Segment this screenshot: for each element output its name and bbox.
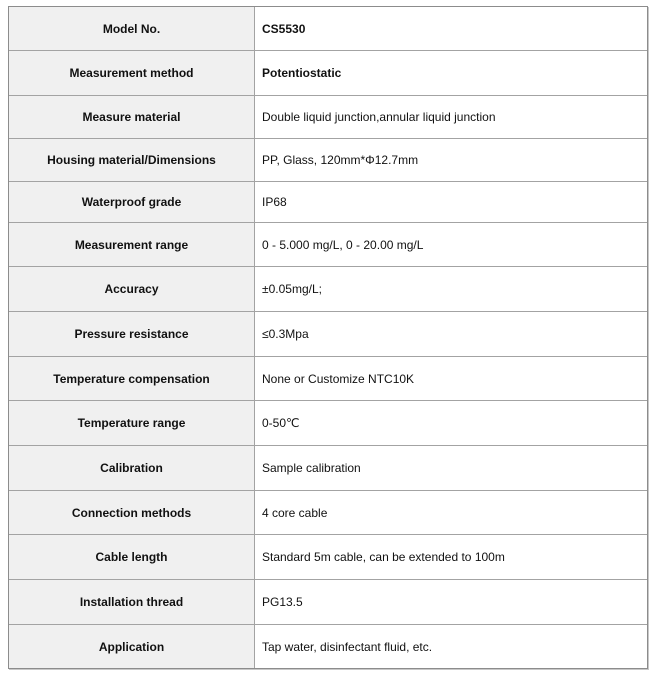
table-row-cable-length	[9, 535, 647, 580]
measure-material-label: Measure material	[9, 96, 255, 138]
measurement-range-label: Measurement range	[9, 223, 255, 266]
model-no-value: CS5530	[255, 7, 647, 50]
temperature-range-label: Temperature range	[9, 401, 255, 445]
table-row-housing-material	[9, 139, 647, 182]
installation-thread-value: PG13.5	[255, 580, 647, 624]
table-row-application	[9, 625, 647, 668]
connection-methods-label: Connection methods	[9, 491, 255, 534]
housing-material-value: PP, Glass, 120mm*Φ12.7mm	[255, 139, 647, 181]
waterproof-grade-value: IP68	[255, 182, 647, 222]
calibration-label: Calibration	[9, 446, 255, 490]
pressure-resistance-value: ≤0.3Mpa	[255, 312, 647, 356]
measurement-range-value: 0 - 5.000 mg/L, 0 - 20.00 mg/L	[255, 223, 647, 266]
table-row-measure-material	[9, 96, 647, 139]
measurement-method-value: Potentiostatic	[255, 51, 647, 95]
table-row-accuracy	[9, 267, 647, 312]
temperature-range-value: 0-50℃	[255, 401, 647, 445]
measure-material-value: Double liquid junction,annular liquid junction	[255, 96, 647, 138]
temperature-compensation-label: Temperature compensation	[9, 357, 255, 400]
pressure-resistance-label: Pressure resistance	[9, 312, 255, 356]
calibration-value: Sample calibration	[255, 446, 647, 490]
temperature-compensation-value: None or Customize NTC10K	[255, 357, 647, 400]
model-no-label: Model No.	[9, 7, 255, 50]
cable-length-label: Cable length	[9, 535, 255, 579]
application-value: Tap water, disinfectant fluid, etc.	[255, 625, 647, 668]
waterproof-grade-label: Waterproof grade	[9, 182, 255, 222]
table-row-installation-thread	[9, 580, 647, 625]
table-row-model-no	[9, 7, 647, 51]
connection-methods-value: 4 core cable	[255, 491, 647, 534]
table-row-calibration	[9, 446, 647, 491]
accuracy-label: Accuracy	[9, 267, 255, 311]
table-row-measurement-method	[9, 51, 647, 96]
installation-thread-label: Installation thread	[9, 580, 255, 624]
housing-material-label: Housing material/Dimensions	[9, 139, 255, 181]
table-row-waterproof-grade	[9, 182, 647, 223]
table-row-pressure-resistance	[9, 312, 647, 357]
spec-table	[8, 6, 648, 669]
table-row-temperature-range	[9, 401, 647, 446]
table-row-measurement-range	[9, 223, 647, 267]
table-row-connection-methods	[9, 491, 647, 535]
table-row-temperature-compensation	[9, 357, 647, 401]
application-label: Application	[9, 625, 255, 668]
accuracy-value: ±0.05mg/L;	[255, 267, 647, 311]
measurement-method-label: Measurement method	[9, 51, 255, 95]
cable-length-value: Standard 5m cable, can be extended to 100m	[255, 535, 647, 579]
